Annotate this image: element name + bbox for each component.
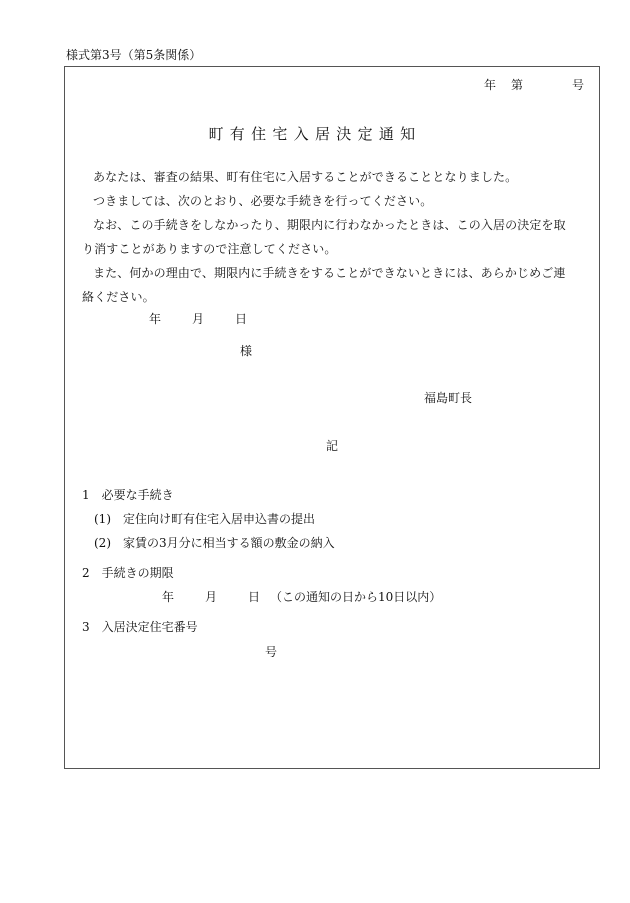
item-2-month: 月 (205, 590, 218, 604)
item-1-title: 1 必要な手続き (82, 488, 174, 502)
item-3-gou: 号 (265, 645, 278, 659)
ki-heading: 記 (326, 439, 339, 453)
item-2-day: 日 (248, 590, 261, 604)
body-paragraph-4-line-1: また、何かの理由で、期限内に手続きをすることができないときには、あらかじめご連 (93, 266, 566, 280)
item-1-sub-1: (1) 定住向け町有住宅入居申込書の提出 (94, 512, 315, 526)
body-paragraph-1: あなたは、審査の結果、町有住宅に入居することができることとなりました。 (93, 170, 518, 184)
document-title: 町有住宅入居決定通知 (208, 125, 422, 143)
item-1-sub-2: (2) 家賃の3月分に相当する額の敷金の納入 (94, 536, 335, 550)
form-number-label: 様式第3号（第5条関係） (66, 48, 202, 62)
body-paragraph-3-line-2: り消すことがありますので注意してください。 (82, 242, 337, 256)
body-paragraph-2: つきましては、次のとおり、必要な手続きを行ってください。 (93, 194, 433, 208)
recipient-suffix: 様 (240, 344, 253, 358)
date-day: 日 (235, 312, 248, 326)
item-3-title: 3 入居決定住宅番号 (82, 620, 198, 634)
date-year: 年 (149, 312, 162, 326)
header-year: 年 (484, 78, 497, 92)
header-dai: 第 (511, 78, 524, 92)
item-2-note: （この通知の日から10日以内） (270, 590, 442, 604)
date-month: 月 (192, 312, 205, 326)
body-paragraph-3-line-1: なお、この手続きをしなかったり、期限内に行わなかったときは、この入居の決定を取 (93, 218, 566, 232)
header-gou: 号 (572, 78, 585, 92)
item-2-year: 年 (162, 590, 175, 604)
issuer-name: 福島町長 (424, 391, 473, 405)
item-2-title: 2 手続きの期限 (82, 566, 174, 580)
body-paragraph-4-line-2: 絡ください。 (82, 290, 155, 304)
